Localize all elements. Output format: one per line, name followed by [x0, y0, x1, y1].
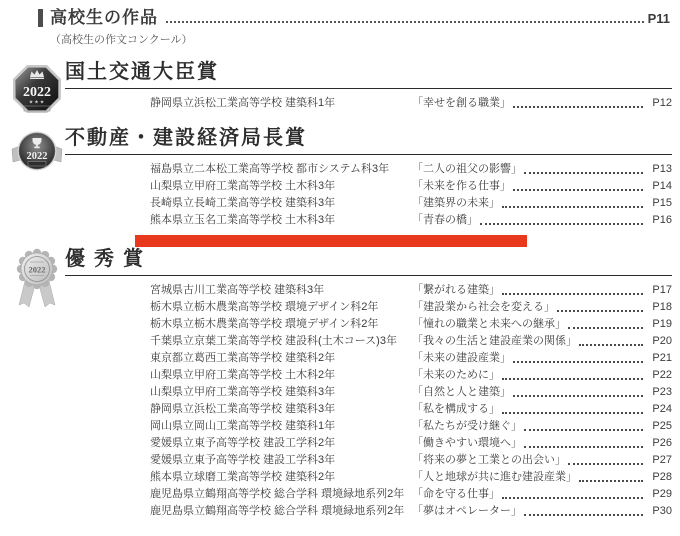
red-highlight-underline — [135, 235, 527, 247]
school-name: 山梨県立甲府工業高等学校 建築科3年 — [150, 386, 336, 398]
medal-octagon-2022-icon — [11, 60, 63, 123]
toc-entry-row — [150, 160, 672, 177]
toc-entry-row — [150, 94, 672, 111]
school-name: 山梨県立甲府工業高等学校 土木科2年 — [150, 369, 336, 381]
dotted-leader — [480, 223, 643, 225]
essay-title: 「青春の橋」 — [412, 214, 478, 226]
page-title: 高校生の作品 — [50, 8, 158, 27]
medal-ribbon-2022-icon — [11, 127, 63, 182]
dotted-leader — [568, 327, 643, 329]
essay-title: 「私を構成する」 — [412, 403, 500, 415]
school-name: 山梨県立甲府工業高等学校 土木科3年 — [150, 180, 336, 192]
essay-title: 「自然と人と建築」 — [412, 386, 511, 398]
toc-entry-row — [150, 349, 672, 366]
medal-rosette-2022-icon — [9, 248, 65, 319]
toc-entry-row — [150, 451, 672, 468]
toc-entry-row — [150, 434, 672, 451]
toc-entry-row — [150, 211, 672, 228]
page-number: P11 — [647, 11, 670, 26]
essay-title: 「憧れの職業と未来への継承」 — [412, 318, 566, 330]
dotted-leader — [502, 412, 643, 414]
svg-text:2022: 2022 — [23, 85, 51, 100]
page-number: P19 — [652, 318, 672, 330]
toc-entry-row — [150, 298, 672, 315]
page-number: P26 — [652, 437, 672, 449]
page-number: P13 — [652, 163, 672, 175]
svg-text:★★★: ★★★ — [28, 99, 46, 106]
toc-entry-row — [150, 332, 672, 349]
dotted-leader — [568, 463, 643, 465]
essay-title: 「私たちが受け継ぐ」 — [412, 420, 522, 432]
page-number: P28 — [652, 471, 672, 483]
school-name: 栃木県立栃木農業高等学校 環境デザイン科2年 — [150, 318, 379, 330]
essay-title: 「命を守る仕事」 — [412, 488, 500, 500]
page-number: P20 — [652, 335, 672, 347]
essay-title: 「二人の祖父の影響」 — [412, 163, 522, 175]
page-number: P23 — [652, 386, 672, 398]
award-heading: 不動産・建設経済局長賞 — [65, 126, 672, 155]
entry-list — [150, 160, 672, 228]
toc-entry-row — [150, 281, 672, 298]
school-name: 愛媛県立東予高等学校 建設工学科3年 — [150, 454, 336, 466]
essay-title: 「建築界の未来」 — [412, 197, 500, 209]
toc-entry-row — [150, 366, 672, 383]
school-name: 熊本県立球磨工業高等学校 建築科2年 — [150, 471, 336, 483]
dotted-leader — [513, 361, 643, 363]
toc-entry-row — [150, 400, 672, 417]
page-number: P30 — [652, 505, 672, 517]
page-number: P25 — [652, 420, 672, 432]
essay-title: 「人と地球が共に進む建設産業」 — [412, 471, 577, 483]
essay-title: 「夢はオペレーター」 — [412, 505, 522, 517]
toc-entry-row — [150, 485, 672, 502]
page-number: P22 — [652, 369, 672, 381]
dotted-leader — [502, 378, 643, 380]
dotted-leader — [513, 106, 643, 108]
essay-title: 「働きやすい環境へ」 — [412, 437, 522, 449]
school-name: 鹿児島県立鶴翔高等学校 総合学科 環境緑地系列2年 — [150, 505, 405, 517]
school-name: 栃木県立栃木農業高等学校 環境デザイン科2年 — [150, 301, 379, 313]
toc-entry-row — [150, 315, 672, 332]
section-minister-award — [0, 60, 672, 111]
dotted-leader — [579, 480, 643, 482]
essay-title: 「未来のために」 — [412, 369, 500, 381]
page-number: P29 — [652, 488, 672, 500]
page-number: P17 — [652, 284, 672, 296]
award-heading: 優 秀 賞 — [65, 247, 672, 276]
svg-text:2022: 2022 — [26, 151, 48, 162]
dotted-leader — [166, 21, 644, 23]
school-name: 岡山県立岡山工業高等学校 建築科1年 — [150, 420, 336, 432]
dotted-leader — [579, 344, 643, 346]
school-name: 東京都立葛西工業高等学校 建築科2年 — [150, 352, 336, 364]
page-number: P14 — [652, 180, 672, 192]
award-heading: 国土交通大臣賞 — [65, 60, 672, 89]
essay-title: 「我々の生活と建設産業の関係」 — [412, 335, 577, 347]
page-number: P12 — [652, 97, 672, 109]
svg-text:2022: 2022 — [28, 264, 46, 275]
entry-list — [150, 94, 672, 111]
page-number: P24 — [652, 403, 672, 415]
school-name: 鹿児島県立鶴翔高等学校 総合学科 環境緑地系列2年 — [150, 488, 405, 500]
page-number: P21 — [652, 352, 672, 364]
toc-entry-row — [150, 417, 672, 434]
page-subtitle: （高校生の作文コンクール） — [50, 34, 193, 46]
dotted-leader — [502, 293, 643, 295]
page-number: P27 — [652, 454, 672, 466]
dotted-leader — [524, 429, 643, 431]
dotted-leader — [524, 172, 643, 174]
toc-entry-row — [150, 383, 672, 400]
page-header — [38, 8, 670, 47]
page-number: P16 — [652, 214, 672, 226]
school-name: 宮城県古川工業高等学校 建築科3年 — [150, 284, 325, 296]
school-name: 熊本県立玉名工業高等学校 土木科3年 — [150, 214, 336, 226]
toc-entry-row — [150, 502, 672, 519]
essay-title: 「未来を作る仕事」 — [412, 180, 511, 192]
dotted-leader — [502, 206, 643, 208]
essay-title: 「未来の建設産業」 — [412, 352, 511, 364]
school-name: 静岡県立浜松工業高等学校 建築科3年 — [150, 403, 336, 415]
toc-entry-row — [150, 177, 672, 194]
essay-title: 「将来の夢と工業との出会い」 — [412, 454, 566, 466]
school-name: 愛媛県立東予高等学校 建設工学科2年 — [150, 437, 336, 449]
school-name: 福島県立二本松工業高等学校 都市システム科3年 — [150, 163, 390, 175]
school-name: 静岡県立浜松工業高等学校 建築科1年 — [150, 97, 336, 109]
section-bureau-chief-award — [0, 126, 672, 228]
toc-entry-row — [150, 468, 672, 485]
dotted-leader — [524, 514, 643, 516]
page-number: P15 — [652, 197, 672, 209]
essay-title: 「幸せを創る職業」 — [412, 97, 511, 109]
school-name: 長崎県立長崎工業高等学校 建築科3年 — [150, 197, 336, 209]
essay-title: 「繋がれる建築」 — [412, 284, 500, 296]
dotted-leader — [513, 189, 643, 191]
section-excellence-award — [0, 247, 672, 519]
dotted-leader — [502, 497, 643, 499]
heading-bar-icon — [38, 9, 43, 27]
entry-list — [150, 281, 672, 519]
page-number: P18 — [652, 301, 672, 313]
toc-entry-row — [150, 194, 672, 211]
dotted-leader — [524, 446, 643, 448]
school-name: 千葉県立京葉工業高等学校 建設科(土木コース)3年 — [150, 335, 397, 347]
dotted-leader — [513, 395, 643, 397]
dotted-leader — [557, 310, 643, 312]
essay-title: 「建設業から社会を変える」 — [412, 301, 555, 313]
